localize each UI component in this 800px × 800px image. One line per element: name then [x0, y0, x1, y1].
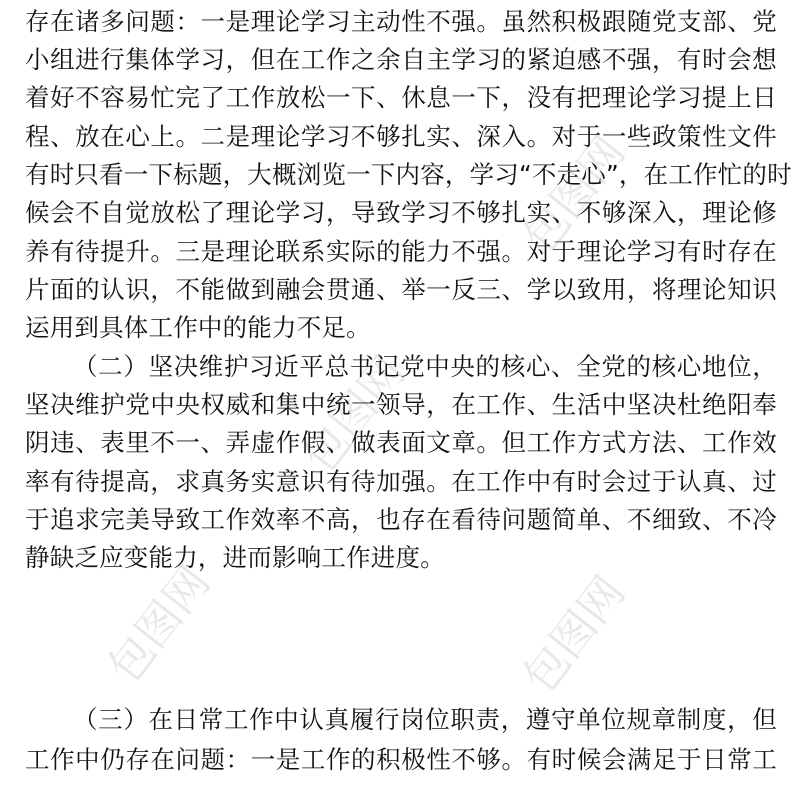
paragraph-line: 工作中仍存在问题：一是工作的积极性不够。有时候会满足于日常工	[25, 745, 777, 774]
paragraph-line: 率有待提高，求真务实意识有待加强。在工作中有时会过于认真、过	[25, 467, 777, 496]
paragraph-line: 于追求完美导致工作效率不高，也存在看待问题简单、不细致、不冷	[25, 505, 777, 534]
paragraph-line: 有时只看一下标题，大概浏览一下内容，学习“不走心”，在工作忙的时	[25, 160, 792, 189]
paragraph-line: 片面的认识，不能做到融会贯通、举一反三、学以致用，将理论知识	[25, 275, 777, 304]
paragraph-line: 着好不容易忙完了工作放松一下、休息一下，没有把理论学习提上日	[25, 83, 777, 112]
paragraph-line: 存在诸多问题：一是理论学习主动性不强。虽然积极跟随党支部、党	[25, 7, 777, 36]
watermark: 包图网	[513, 127, 636, 263]
paragraph-line: 候会不自觉放松了理论学习，导致学习不够扎实、不够深入，理论修	[25, 198, 777, 227]
paragraph-line: 小组进行集体学习，但在工作之余自主学习的紧迫感不强，有时会想	[25, 45, 777, 74]
paragraph-line: 运用到具体工作中的能力不足。	[25, 313, 371, 342]
paragraph-line: 养有待提升。三是理论联系实际的能力不强。对于理论学习有时存在	[25, 237, 777, 266]
paragraph-line: 静缺乏应变能力，进而影响工作进度。	[25, 543, 445, 572]
paragraph-line: （三）在日常工作中认真履行岗位职责，遵守单位规章制度，但	[73, 705, 777, 734]
watermark: 包图网	[293, 347, 416, 483]
paragraph-line: 坚决维护党中央权威和集中统一领导，在工作、生活中坚决杜绝阳奉	[25, 390, 777, 419]
watermark: 包图网	[513, 567, 636, 703]
paragraph-line: 程、放在心上。二是理论学习不够扎实、深入。对于一些政策性文件	[25, 122, 777, 151]
watermark: 包图网	[98, 557, 221, 693]
paragraph-line: （二）坚决维护习近平总书记党中央的核心、全党的核心地位，	[73, 352, 777, 381]
paragraph-line: 阴违、表里不一、弄虚作假、做表面文章。但工作方式方法、工作效	[25, 428, 777, 457]
